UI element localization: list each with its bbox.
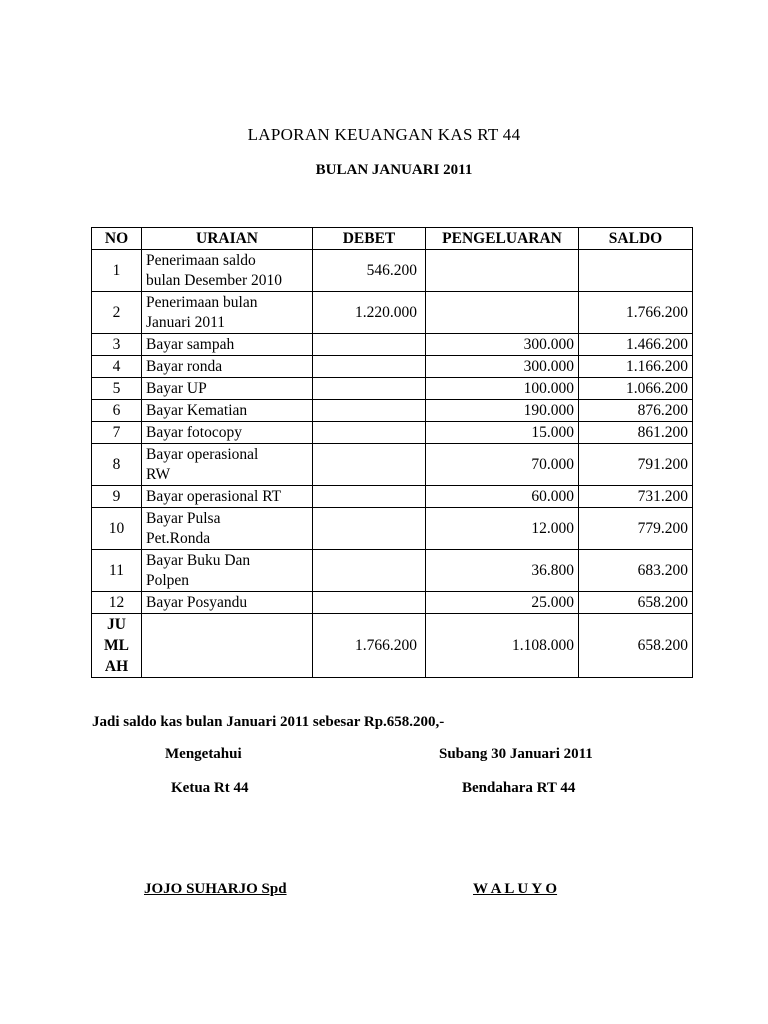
row-pengeluaran: 25.000 — [426, 592, 579, 614]
row-pengeluaran: 300.000 — [426, 334, 579, 356]
row-debet — [313, 400, 426, 422]
row-debet — [313, 444, 426, 486]
row-uraian: Bayar ronda — [142, 356, 313, 378]
row-saldo: 1.766.200 — [579, 292, 693, 334]
table-row — [92, 334, 693, 356]
right-place-date: Subang 30 Januari 2011 — [439, 746, 593, 762]
row-pengeluaran: 190.000 — [426, 400, 579, 422]
left-role: Mengetahui — [165, 746, 242, 762]
row-uraian: Bayar Posyandu — [142, 592, 313, 614]
row-uraian: Penerimaan saldo bulan Desember 2010 — [142, 250, 313, 292]
left-signatory-name: JOJO SUHARJO Spd — [144, 881, 287, 897]
row-uraian: Bayar UP — [142, 378, 313, 400]
table-row — [92, 400, 693, 422]
row-saldo: 1.166.200 — [579, 356, 693, 378]
row-uraian: Bayar Kematian — [142, 400, 313, 422]
row-uraian: Bayar Buku Dan Polpen — [142, 550, 313, 592]
row-debet — [313, 356, 426, 378]
row-saldo: 791.200 — [579, 444, 693, 486]
row-pengeluaran: 300.000 — [426, 356, 579, 378]
table-header-row — [92, 228, 693, 250]
total-label: JU ML AH — [92, 614, 142, 678]
row-debet — [313, 378, 426, 400]
row-saldo: 731.200 — [579, 486, 693, 508]
row-uraian: Bayar Pulsa Pet.Ronda — [142, 508, 313, 550]
table-row — [92, 592, 693, 614]
row-saldo: 876.200 — [579, 400, 693, 422]
row-no: 10 — [92, 508, 142, 550]
row-saldo: 1.466.200 — [579, 334, 693, 356]
col-header-saldo: SALDO — [579, 228, 693, 250]
right-signatory-name: W A L U Y O — [473, 881, 558, 897]
row-no: 4 — [92, 356, 142, 378]
row-saldo — [579, 250, 693, 292]
row-no: 9 — [92, 486, 142, 508]
row-uraian: Bayar fotocopy — [142, 422, 313, 444]
row-debet — [313, 486, 426, 508]
row-uraian: Bayar operasional RT — [142, 486, 313, 508]
row-no: 3 — [92, 334, 142, 356]
row-pengeluaran — [426, 292, 579, 334]
row-pengeluaran: 100.000 — [426, 378, 579, 400]
total-debet: 1.766.200 — [313, 614, 426, 678]
row-pengeluaran: 15.000 — [426, 422, 579, 444]
table-row — [92, 444, 693, 486]
table-row — [92, 508, 693, 550]
row-no: 11 — [92, 550, 142, 592]
right-title: Bendahara RT 44 — [462, 780, 576, 796]
table-row — [92, 422, 693, 444]
row-saldo: 683.200 — [579, 550, 693, 592]
row-debet — [313, 508, 426, 550]
report-title: LAPORAN KEUANGAN KAS RT 44 — [247, 125, 521, 144]
row-saldo: 861.200 — [579, 422, 693, 444]
row-no: 6 — [92, 400, 142, 422]
total-pengeluaran: 1.108.000 — [426, 614, 579, 678]
row-saldo: 1.066.200 — [579, 378, 693, 400]
table-row — [92, 292, 693, 334]
col-header-no: NO — [92, 228, 142, 250]
row-pengeluaran: 12.000 — [426, 508, 579, 550]
total-saldo: 658.200 — [579, 614, 693, 678]
total-uraian — [142, 614, 313, 678]
row-pengeluaran: 70.000 — [426, 444, 579, 486]
report-subtitle: BULAN JANUARI 2011 — [315, 162, 473, 178]
row-saldo: 658.200 — [579, 592, 693, 614]
table-row — [92, 250, 693, 292]
summary-text: Jadi saldo kas bulan Januari 2011 sebesar Rp.658.200,- — [92, 714, 445, 730]
col-header-debet: DEBET — [313, 228, 426, 250]
row-pengeluaran — [426, 250, 579, 292]
row-pengeluaran: 36.800 — [426, 550, 579, 592]
row-no: 7 — [92, 422, 142, 444]
table-row — [92, 486, 693, 508]
col-header-pengeluaran: PENGELUARAN — [426, 228, 579, 250]
cash-table — [91, 227, 693, 678]
row-no: 8 — [92, 444, 142, 486]
table-row — [92, 550, 693, 592]
total-row — [92, 614, 693, 678]
table-row — [92, 356, 693, 378]
row-debet: 1.220.000 — [313, 292, 426, 334]
row-debet — [313, 592, 426, 614]
row-debet: 546.200 — [313, 250, 426, 292]
table-row — [92, 378, 693, 400]
row-uraian: Penerimaan bulan Januari 2011 — [142, 292, 313, 334]
row-debet — [313, 422, 426, 444]
row-uraian: Bayar operasional RW — [142, 444, 313, 486]
row-debet — [313, 334, 426, 356]
row-saldo: 779.200 — [579, 508, 693, 550]
row-pengeluaran: 60.000 — [426, 486, 579, 508]
row-uraian: Bayar sampah — [142, 334, 313, 356]
row-no: 2 — [92, 292, 142, 334]
row-no: 5 — [92, 378, 142, 400]
row-debet — [313, 550, 426, 592]
left-title: Ketua Rt 44 — [171, 780, 249, 796]
row-no: 1 — [92, 250, 142, 292]
col-header-uraian: URAIAN — [142, 228, 313, 250]
row-no: 12 — [92, 592, 142, 614]
